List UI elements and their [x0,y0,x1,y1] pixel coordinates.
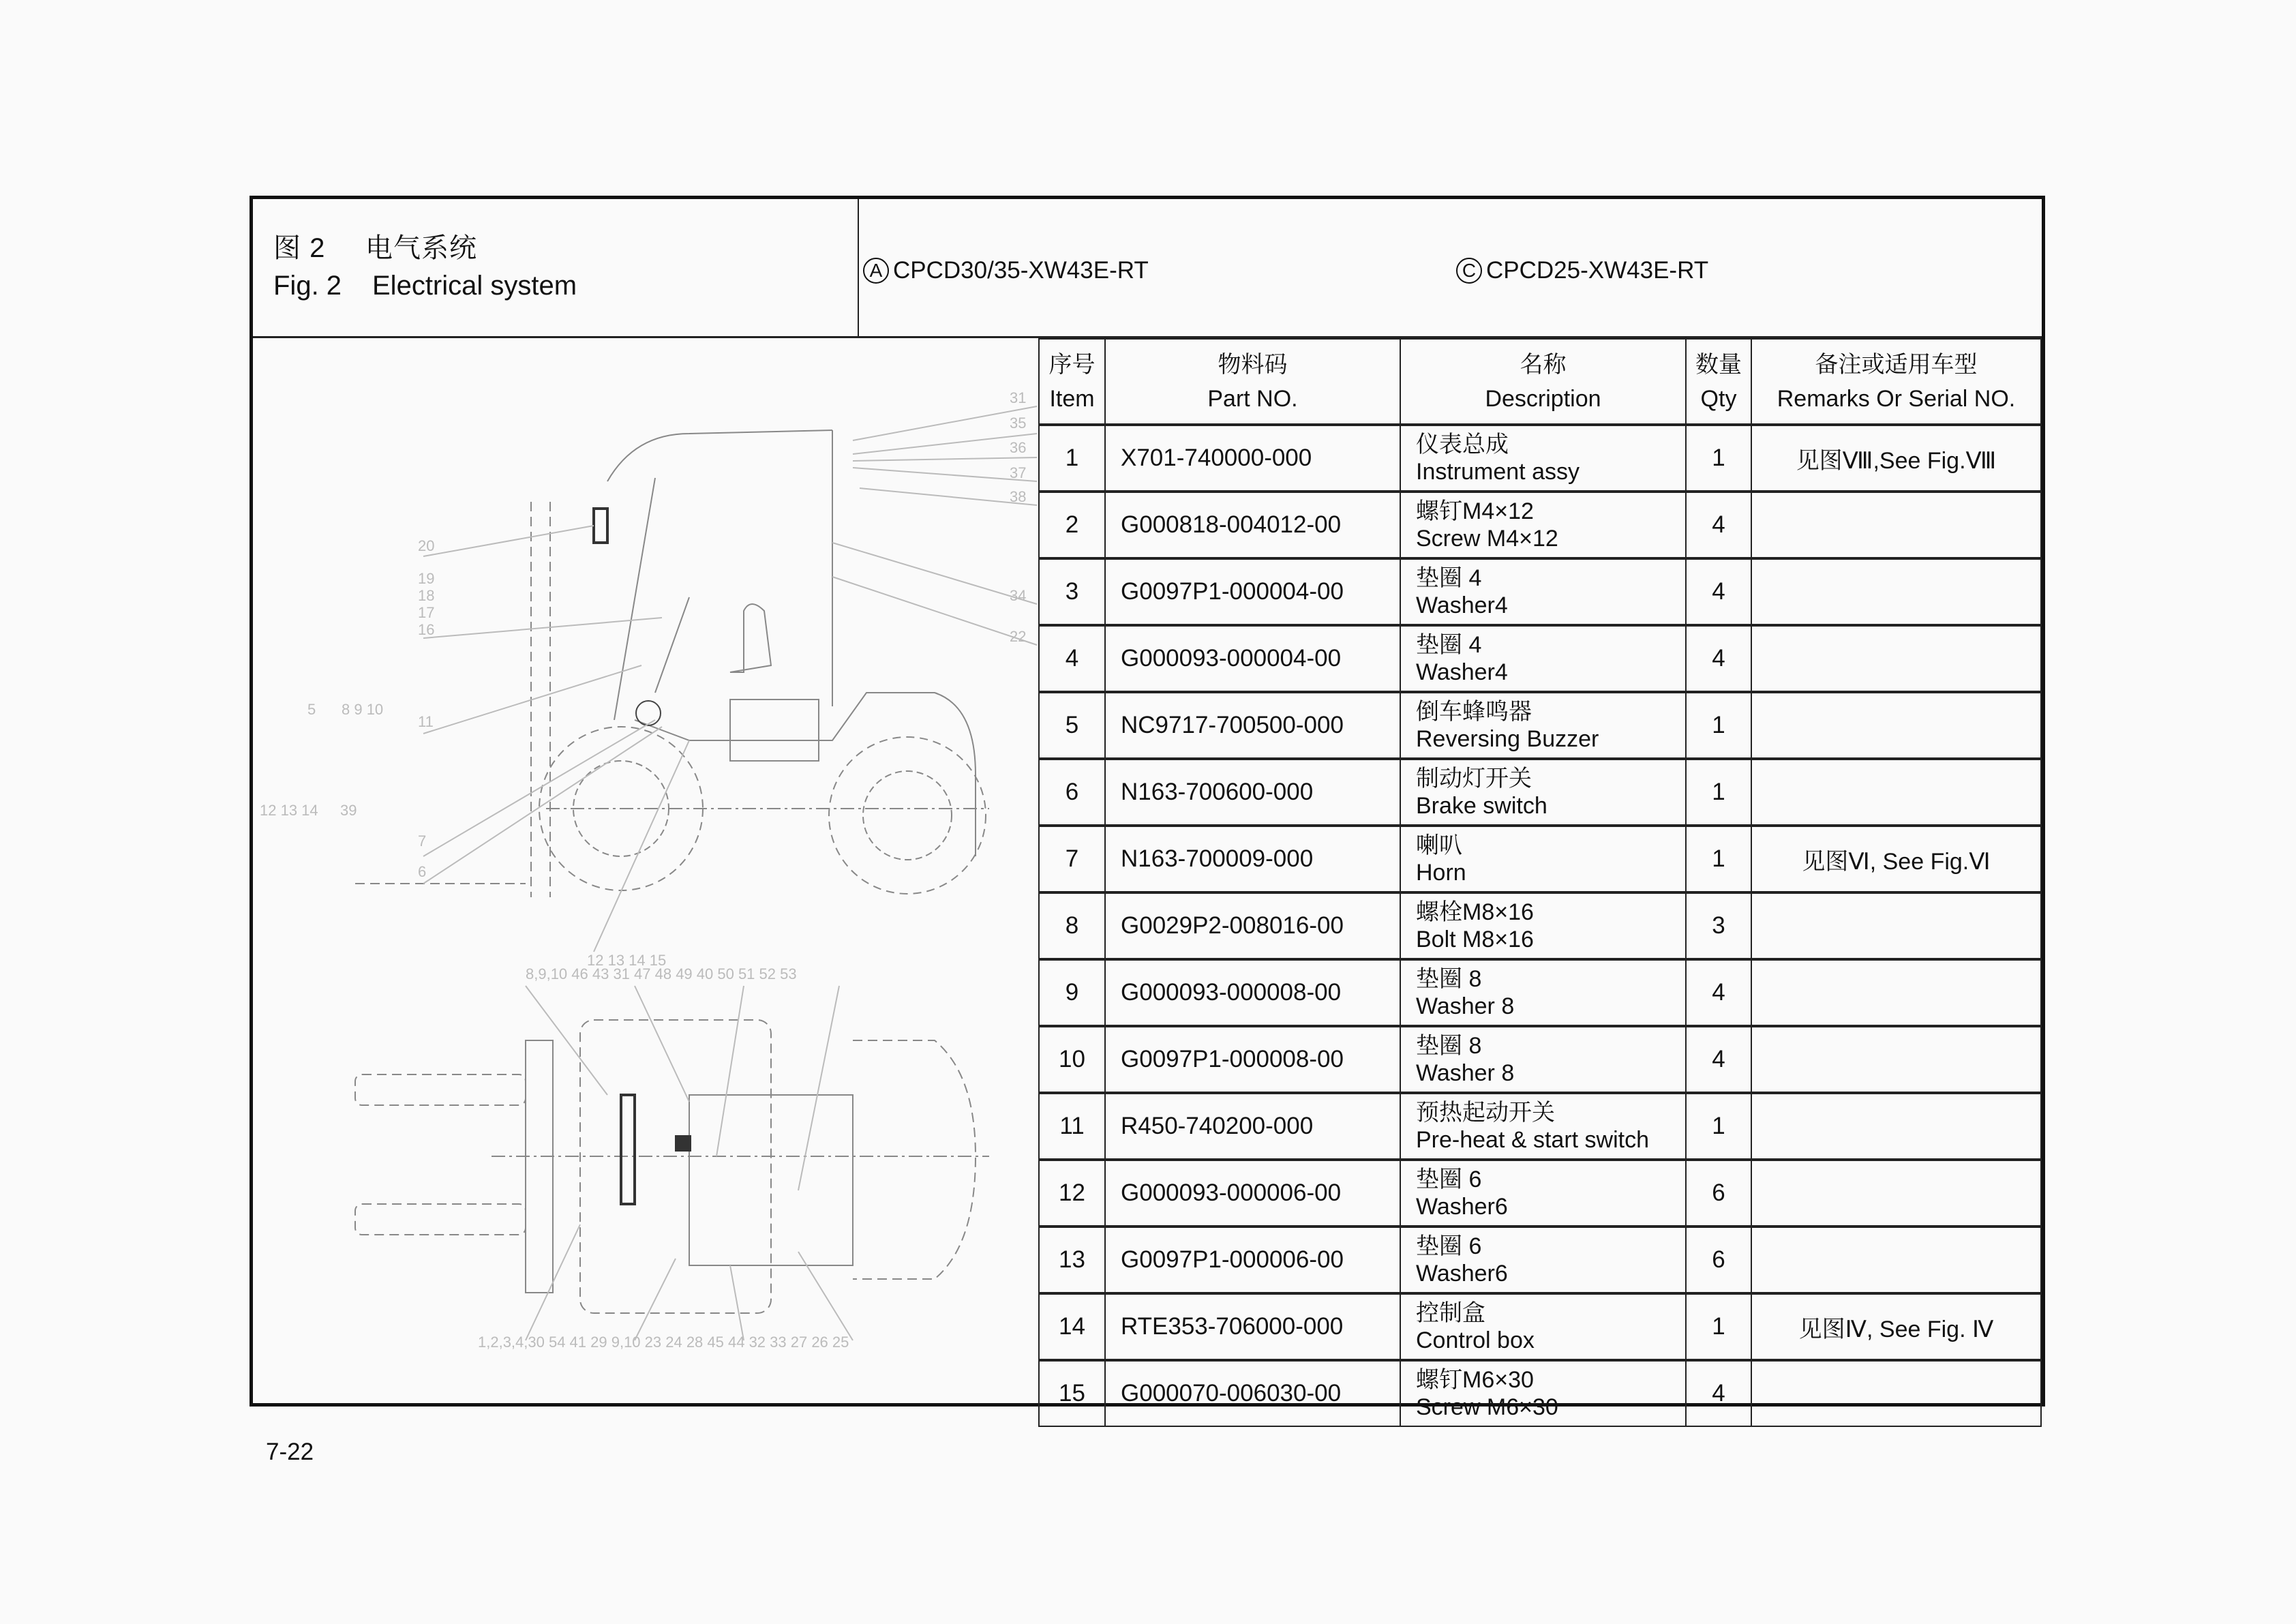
quantity: 1 [1686,1293,1751,1360]
table-row [1039,759,2041,826]
column-header-remarks: 备注或适用车型 Remarks Or Serial NO. [1751,339,2041,425]
svg-text:19: 19 [418,570,435,587]
svg-text:20: 20 [418,537,435,554]
part-number: G0097P1-000004-00 [1105,558,1400,625]
forklift-diagram-icon [253,338,1038,1403]
quantity: 1 [1686,759,1751,826]
svg-text:8 9 10: 8 9 10 [342,701,384,718]
item-number: 9 [1039,959,1105,1026]
part-number: G000093-000006-00 [1105,1160,1400,1227]
description [1400,425,1686,492]
remarks [1751,1160,2041,1227]
remarks: 见图Ⅳ, See Fig. Ⅳ [1751,1293,2041,1360]
description-cn: 喇叭 [1416,832,1462,858]
svg-text:35: 35 [1010,415,1027,432]
column-header-part-no: 物料码 Part NO. [1105,339,1400,425]
description-en: Washer 8 [1416,993,1515,1019]
item-number: 4 [1039,625,1105,692]
description-en: Washer 8 [1416,1060,1515,1086]
part-number: G0029P2-008016-00 [1105,892,1400,959]
item-number: 10 [1039,1026,1105,1093]
part-number: R450-740200-000 [1105,1093,1400,1160]
part-number: NC9717-700500-000 [1105,692,1400,759]
description-en: Washer6 [1416,1261,1508,1287]
table-row [1039,892,2041,959]
quantity: 3 [1686,892,1751,959]
part-number: G000093-000008-00 [1105,959,1400,1026]
description-cn: 螺钉M4×12 [1416,498,1534,524]
parts-table-container [1038,338,2042,1420]
svg-text:37: 37 [1010,464,1027,481]
quantity: 4 [1686,625,1751,692]
figure-number-cn: 图 2 [273,233,326,263]
figure-title-en [273,271,577,301]
item-number: 2 [1039,492,1105,558]
description-cn: 垫圈 6 [1416,1167,1482,1192]
description-cn: 仪表总成 [1416,432,1509,457]
part-number: N163-700600-000 [1105,759,1400,826]
svg-text:17: 17 [418,604,435,621]
description [1400,1360,1686,1426]
table-row [1039,425,2041,492]
remarks [1751,625,2041,692]
quantity: 4 [1686,1360,1751,1426]
electrical-system-drawing [253,338,1038,1403]
model-applicability-block [859,199,2042,338]
description-cn: 倒车蜂鸣器 [1416,699,1532,725]
item-number: 15 [1039,1360,1105,1426]
model-a [863,257,1149,284]
figure-name-en: Electrical system [372,271,577,301]
part-number: X701-740000-000 [1105,425,1400,492]
model-a-name: CPCD30/35-XW43E-RT [893,257,1149,284]
svg-text:34: 34 [1010,587,1027,604]
table-row [1039,1160,2041,1227]
svg-text:11: 11 [418,713,434,730]
description [1400,759,1686,826]
part-number: G0097P1-000006-00 [1105,1227,1400,1293]
table-row [1039,692,2041,759]
figure-name-cn: 电气系统 [365,233,477,263]
item-number: 13 [1039,1227,1105,1293]
description-en: Bolt M8×16 [1416,927,1534,952]
part-number: G000070-006030-00 [1105,1360,1400,1426]
item-number: 6 [1039,759,1105,826]
column-header-item: 序号 Item [1039,339,1105,425]
table-row [1039,1360,2041,1426]
description-en: Brake switch [1416,793,1547,819]
remarks [1751,959,2041,1026]
description [1400,492,1686,558]
table-row [1039,1026,2041,1093]
quantity: 1 [1686,826,1751,892]
svg-text:5: 5 [307,701,316,718]
parts-table [1038,338,2042,1427]
table-header-row [1039,339,2041,425]
item-number: 12 [1039,1160,1105,1227]
remarks [1751,692,2041,759]
svg-text:36: 36 [1010,439,1027,456]
table-row [1039,1293,2041,1360]
figure-title-block [253,199,859,338]
description-en: Pre-heat & start switch [1416,1127,1650,1153]
svg-text:16: 16 [418,621,435,638]
description-cn: 螺钉M6×30 [1416,1367,1534,1393]
figure-title-cn [273,226,477,265]
description-cn: 垫圈 4 [1416,632,1482,658]
description-cn: 垫圈 4 [1416,565,1482,591]
part-number: G000093-000004-00 [1105,625,1400,692]
description-cn: 垫圈 8 [1416,966,1482,992]
svg-text:18: 18 [418,587,435,604]
description [1400,1093,1686,1160]
quantity: 1 [1686,1093,1751,1160]
description-en: Control box [1416,1327,1535,1353]
description-en: Washer4 [1416,592,1508,618]
model-c-name: CPCD25-XW43E-RT [1486,257,1709,284]
part-number: G000818-004012-00 [1105,492,1400,558]
remarks [1751,1360,2041,1426]
remarks [1751,892,2041,959]
item-number: 3 [1039,558,1105,625]
quantity: 4 [1686,959,1751,1026]
part-number: G0097P1-000008-00 [1105,1026,1400,1093]
table-row [1039,625,2041,692]
item-number: 8 [1039,892,1105,959]
svg-text:31: 31 [1010,389,1027,406]
table-row [1039,492,2041,558]
quantity: 4 [1686,1026,1751,1093]
quantity: 6 [1686,1160,1751,1227]
description-cn: 螺栓M8×16 [1416,899,1534,925]
description [1400,1026,1686,1093]
description [1400,558,1686,625]
description-en: Screw M6×30 [1416,1394,1558,1420]
svg-text:6: 6 [418,863,427,880]
svg-text:39: 39 [340,802,357,819]
remarks [1751,759,2041,826]
quantity: 4 [1686,558,1751,625]
svg-text:7: 7 [418,832,427,849]
description-en: Instrument assy [1416,459,1580,485]
table-row [1039,1227,2041,1293]
description [1400,1227,1686,1293]
description-en: Washer6 [1416,1194,1508,1220]
item-number: 1 [1039,425,1105,492]
circled-letter-a-icon: A [863,258,889,284]
description-en: Reversing Buzzer [1416,726,1599,752]
item-number: 7 [1039,826,1105,892]
remarks [1751,558,2041,625]
svg-text:12 13 14: 12 13 14 [260,802,318,819]
table-row [1039,826,2041,892]
item-number: 14 [1039,1293,1105,1360]
figure-number-en: Fig. 2 [273,271,342,301]
figure-frame [250,196,2045,1420]
quantity: 1 [1686,425,1751,492]
remarks [1751,492,2041,558]
description-en: Screw M4×12 [1416,526,1558,552]
quantity: 4 [1686,492,1751,558]
svg-text:8,9,10 46 43 31 47: 8,9,10 46 43 31 47 48 49 40 50 51 52 53 [526,965,797,982]
remarks [1751,1026,2041,1093]
remarks: 见图Ⅷ,See Fig.Ⅷ [1751,425,2041,492]
description-cn: 垫圈 8 [1416,1033,1482,1059]
description [1400,1293,1686,1360]
svg-text:12 13 14 15: 12 13 14 15 [587,952,667,969]
description [1400,826,1686,892]
page-number: 7-22 [266,1439,314,1465]
part-number: N163-700009-000 [1105,826,1400,892]
item-number: 11 [1039,1093,1105,1160]
description [1400,892,1686,959]
column-header-description: 名称 Description [1400,339,1686,425]
remarks [1751,1227,2041,1293]
description-en: Washer4 [1416,659,1508,685]
part-number: RTE353-706000-000 [1105,1293,1400,1360]
description [1400,959,1686,1026]
description-cn: 预热起动开关 [1416,1100,1555,1126]
table-row [1039,558,2041,625]
description-cn: 控制盒 [1416,1300,1485,1326]
svg-text:22: 22 [1010,628,1027,645]
circled-letter-c-icon: C [1456,258,1482,284]
description-cn: 制动灯开关 [1416,766,1532,792]
svg-text:1,2,3,4,30 54 41 29 9,10 23 2: 1,2,3,4,30 54 41 29 9,10 23 24 28 45 44 32 33 27 26 25 [478,1334,849,1351]
table-row [1039,959,2041,1026]
description [1400,1160,1686,1227]
table-row [1039,1093,2041,1160]
description-cn: 垫圈 6 [1416,1233,1482,1259]
description-en: Horn [1416,860,1466,886]
svg-text:38: 38 [1010,488,1027,505]
description [1400,692,1686,759]
column-header-qty: 数量 Qty [1686,339,1751,425]
item-number: 5 [1039,692,1105,759]
description [1400,625,1686,692]
model-c [1456,257,1708,284]
remarks [1751,1093,2041,1160]
quantity: 6 [1686,1227,1751,1293]
quantity: 1 [1686,692,1751,759]
remarks: 见图Ⅵ, See Fig.Ⅵ [1751,826,2041,892]
